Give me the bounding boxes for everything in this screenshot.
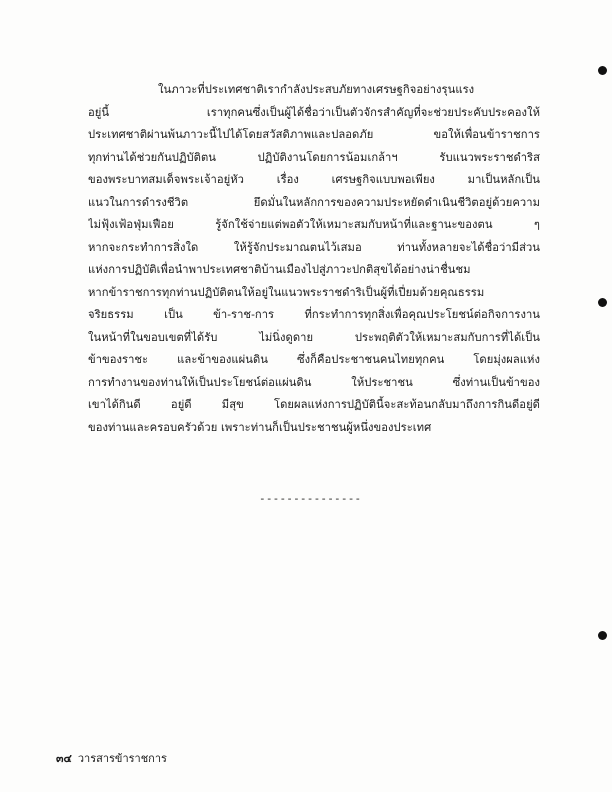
page-number: ๓๔ [56,752,72,765]
text-line: ในหน้าที่ในขอบเขตที่ได้รับ ไม่นิ่งดูดาย ประพฤติตัวให้เหมาะสมกับการที่ได้เป็น [88,330,540,344]
text-line: ประเทศชาติผ่านพ้นภาวะนี้ไปได้โดยสวัสดิภาพและปลอดภัย ขอให้เพื่อนข้าราชการ [88,128,540,141]
text-line: ในภาวะที่ประเทศชาติเรากำลังประสบภัยทางเศรษฐกิจอย่างรุนแรง [158,83,475,96]
text-line: ของพระบาทสมเด็จพระเจ้าอยู่หัว เรื่อง เศรษฐกิจแบบพอเพียง มาเป็นหลักเป็น [88,173,540,186]
text-line: การทำงานของท่านให้เป็นประโยชน์ต่อแผ่นดิน ให้ประชาชน ซึ่งท่านเป็นข้าของ [88,375,540,389]
section-divider: --------------- [259,492,362,505]
text-line: เขาได้กินดี อยู่ดี มีสุข โดยผลแห่งการปฏิบัตินี้จะสะท้อนกลับมาถึงการกินดีอยู่ดี [88,398,540,411]
text-line: หากข้าราชการทุกท่านปฏิบัติตนให้อยู่ในแนวพระราชดำริเป็นผู้ที่เปี่ยมด้วยคุณธรรม [88,285,485,299]
text-line: ไม่ฟุ้งเฟ้อฟุ่มเฟือย รู้จักใช้จ่ายแต่พอตัวให้เหมาะสมกับหน้าที่และฐานะของตน ๆ [88,218,540,231]
punch-hole-mark [598,631,607,640]
page-footer [56,749,167,767]
text-line: แนวในการดำรงชีวิต ยึดมั่นในหลักการของความประหยัดดำเนินชีวิตอยู่ด้วยความ [88,195,540,209]
text-line: ข้าของราชะ และข้าของแผ่นดิน ซึ่งก็คือประชาชนคนไทยทุกคน โดยมุ่งผลแห่ง [88,353,540,366]
punch-hole-mark [598,66,607,75]
punch-hole-mark [598,298,607,307]
publication-name: วารสารข้าราชการ [77,752,167,765]
text-line: แห่งการปฏิบัติเพื่อนำพาประเทศชาติบ้านเมืองไปสู่ภาวะปกติสุขได้อย่างน่าชื่นชม [88,263,471,276]
text-line: ของท่านและครอบครัวด้วย เพราะท่านก็เป็นประชาชนผู้หนึ่งของประเทศ [88,420,432,434]
text-line: ทุกท่านได้ช่วยกันปฏิบัติตน ปฏิบัติงานโดยการน้อมเกล้าฯ รับแนวพระราชดำริส [88,150,540,164]
text-line: หากจะกระทำการสิ่งใด ให้รู้จักประมาณตนไว้เสมอ ท่านทั้งหลายจะได้ชื่อว่ามีส่วน [88,240,540,254]
text-line: จริยธรรม เป็น ข้า-ราช-การ ที่กระทำการทุกสิ่งเพื่อคุณประโยชน์ต่อกิจการงาน [88,308,540,321]
text-line: อยู่นี้ เราทุกคนซึ่งเป็นผู้ได้ชื่อว่าเป็นตัวจักรสำคัญที่จะช่วยประคับประคองให้ [88,105,540,119]
body-paragraph [88,79,540,439]
